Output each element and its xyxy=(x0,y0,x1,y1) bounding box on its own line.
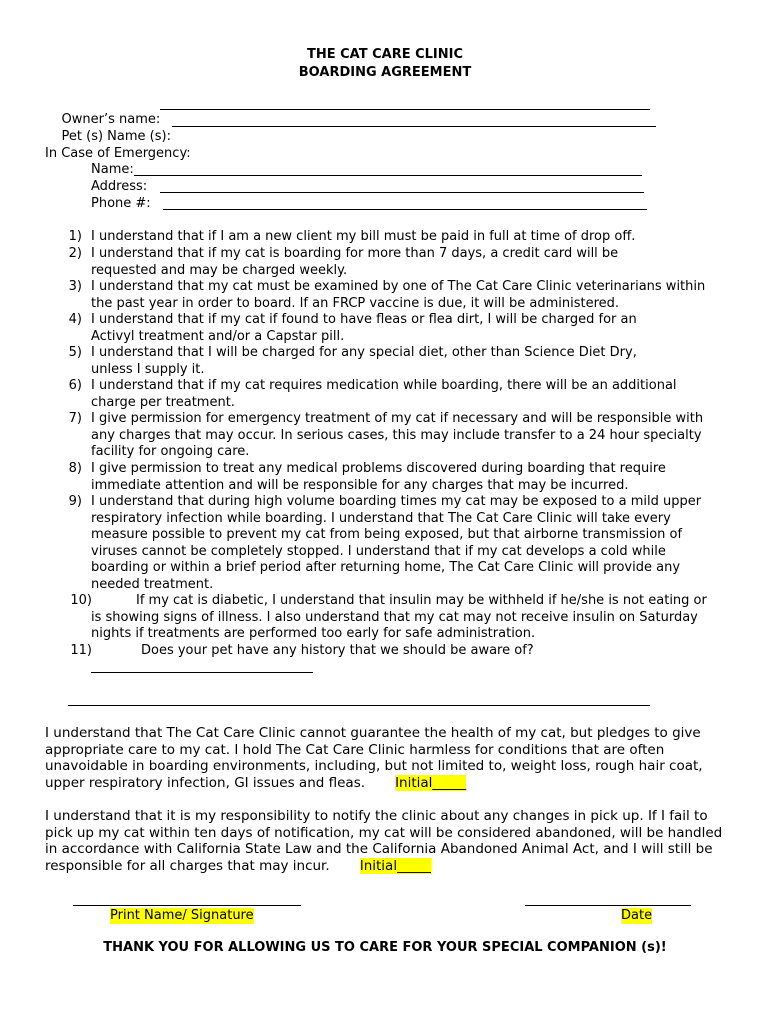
term-number: 8) xyxy=(68,461,82,476)
term-number: 4) xyxy=(68,312,82,327)
owner-name-label: Owner’s name: xyxy=(61,112,161,127)
term-number: 9) xyxy=(68,494,82,509)
pet-names-label: Pet (s) Name (s): xyxy=(61,129,171,144)
pickup-text: I understand that it is my responsibility to notify the clinic about any changes in pick up. If I fail to pick up my cat within ten days of notification, my cat will be considered abandoned, will be handled in accordance with California State Law and the California Abandoned Animal Act, and I will still be responsible for all charges that may incur. xyxy=(45,808,723,874)
term-text: I understand that if I am a new client my bill must be paid in full at time of drop off. xyxy=(91,229,636,244)
term-number: 11) xyxy=(70,643,92,658)
term-text: I give permission to treat any medical problems discovered during boarding that require immediate attention and will be responsible for any charges that may be incurred. xyxy=(91,461,666,493)
term-text: I give permission for emergency treatment of my cat if necessary and will be responsible with any charges that may occur. In serious cases, this may include transfer to a 24 hour specialty facility for ongoing care. xyxy=(91,411,704,459)
date-label: Date xyxy=(621,908,653,923)
history-answer-line[interactable] xyxy=(68,693,650,706)
term-text: Does your pet have any history that we should be aware of? xyxy=(141,643,534,658)
liability-initial-field[interactable]: Initial_____ xyxy=(395,774,467,791)
print-name-signature-label: Print Name/ Signature xyxy=(110,908,254,923)
term-number: 1) xyxy=(68,229,82,244)
term-text: I understand that if my cat requires medication while boarding, there will be an additional charge per treatment. xyxy=(91,378,677,410)
signature-line[interactable] xyxy=(73,904,301,906)
liability-paragraph xyxy=(45,725,730,791)
term-number: 6) xyxy=(68,378,82,393)
emergency-phone-field[interactable] xyxy=(163,197,647,210)
term-number: 7) xyxy=(68,411,82,426)
pet-names-field[interactable] xyxy=(172,114,656,127)
term-text: I understand that my cat must be examined by one of The Cat Care Clinic veterinarians within the past year in order to board. If an FRCP vaccine is due, it will be administered. xyxy=(91,279,706,311)
emergency-name-field[interactable] xyxy=(134,163,642,176)
term-text: I understand that during high volume boarding times my cat may be exposed to a mild upper respiratory infection while boarding. I understand that The Cat Care Clinic will take every measure possible to prevent my cat from being exposed, but that airborne transmission of viruses cannot be completely stopped. I understand that if my cat develops a cold while boarding or within a brief period after returning home, The Cat Care Clinic will provide any needed treatment. xyxy=(91,494,702,592)
term-text: I understand that I will be charged for any special diet, other than Science Diet Dry, unless I supply it. xyxy=(91,345,637,377)
emergency-name-label: Name: xyxy=(91,162,134,177)
emergency-address-label: Address: xyxy=(91,179,148,194)
term-text: I understand that if my cat if found to have fleas or flea dirt, I will be charged for an Activyl treatment and/or a Capstar pill. xyxy=(91,312,637,344)
date-line[interactable] xyxy=(525,904,691,906)
clinic-name: THE CAT CARE CLINIC xyxy=(306,47,464,62)
emergency-heading: In Case of Emergency: xyxy=(45,146,191,161)
term-number: 3) xyxy=(68,279,82,294)
emergency-address-field[interactable] xyxy=(160,180,644,193)
owner-name-field[interactable] xyxy=(160,97,650,110)
term-number: 5) xyxy=(68,345,82,360)
term-number: 2) xyxy=(68,246,82,261)
pickup-paragraph xyxy=(45,808,730,874)
pickup-initial-field[interactable]: Initial_____ xyxy=(359,857,431,874)
liability-text: I understand that The Cat Care Clinic cannot guarantee the health of my cat, but pledges to give appropriate care to my cat. I hold The Cat Care Clinic harmless for conditions that are often unavoidable in boarding environments, including, but not limited to, weight loss, rough hair coat, upper respiratory infection, GI issues and fleas. xyxy=(45,725,703,791)
term-number: 10) xyxy=(70,593,92,608)
document-title: BOARDING AGREEMENT xyxy=(298,65,472,80)
term-text: I understand that if my cat is boarding for more than 7 days, a credit card will be requested and may be charged weekly. xyxy=(91,246,619,278)
term-text: If my cat is diabetic, I understand that insulin may be withheld if he/she is not eating or is showing signs of illness. I also understand that my cat may not receive insulin on Saturday nights if treatments are performed too early for safe administration. xyxy=(91,593,707,641)
footer-thank-you: THANK YOU FOR ALLOWING US TO CARE FOR YOUR SPECIAL COMPANION (s)! xyxy=(103,940,667,955)
history-answer-line[interactable] xyxy=(91,660,313,673)
emergency-phone-label: Phone #: xyxy=(91,196,151,211)
